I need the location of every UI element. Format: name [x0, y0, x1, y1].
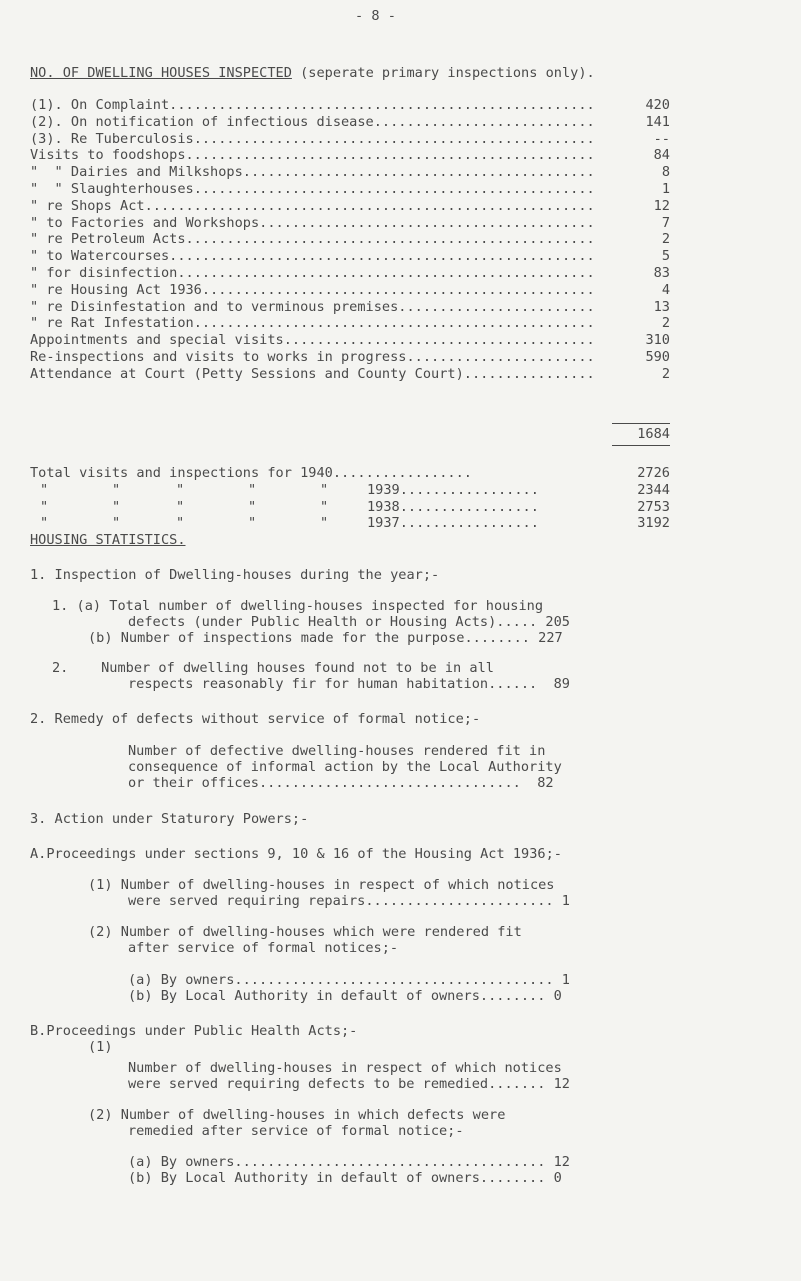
b-heading: B.Proceedings under Public Health Acts;-	[30, 1023, 358, 1039]
inspected-row-label: " " Dairies and Milkshops	[30, 164, 243, 180]
s1a-line1: 1. (a) Total number of dwelling-houses inspected for housing	[52, 598, 544, 614]
inspected-row-label: " to Watercourses	[30, 248, 170, 264]
ditto-mark: "	[176, 515, 185, 531]
b2b-value: 0	[553, 1170, 562, 1186]
inspected-row	[30, 97, 670, 113]
inspected-row	[30, 315, 670, 331]
inspected-row	[30, 215, 670, 231]
inspected-row-label: " re Housing Act 1936	[30, 282, 202, 298]
s2-line2: consequence of informal action by the Local Authority	[128, 759, 562, 775]
inspected-heading-title: NO. OF DWELLING HOUSES INSPECTED	[30, 65, 292, 81]
inspected-row-value: 8	[661, 164, 670, 180]
inspected-row-label: (3). Re Tuberculosis	[30, 131, 194, 147]
ditto-mark: "	[112, 499, 121, 515]
ditto-mark: "	[112, 515, 121, 531]
ditto-mark: "	[320, 515, 329, 531]
inspected-heading	[30, 65, 595, 81]
inspected-row-label: " " Slaughterhouses	[30, 181, 194, 197]
s2-value: 82	[537, 775, 554, 791]
leader-dots: .................	[399, 515, 539, 531]
totals-row	[30, 499, 670, 515]
leader-dots: .................................................	[193, 131, 595, 147]
inspected-row-value: 7	[661, 215, 670, 231]
totals-year: 1938	[367, 499, 400, 515]
total-rule-top	[612, 423, 670, 424]
b2b-line: (b) By Local Authority in default of owners........ 0	[128, 1170, 562, 1186]
leader-dots: ..................................................	[185, 147, 595, 163]
b2-line1: (2) Number of dwelling-houses in which defects were	[88, 1107, 506, 1123]
s2-heading: 2. Remedy of defects without service of formal notice;-	[30, 711, 481, 727]
ditto-mark: "	[248, 499, 257, 515]
ditto-mark: "	[40, 482, 49, 498]
leader-dots: ........................	[398, 299, 595, 315]
inspected-row	[30, 198, 670, 214]
ditto-mark: "	[320, 499, 329, 515]
leader-dots: ...................................................	[177, 265, 595, 281]
inspected-row-label: " to Factories and Workshops	[30, 215, 260, 231]
s1-2-line1: 2. Number of dwelling houses found not to be in all	[52, 660, 494, 676]
inspected-row-label: (1). On Complaint	[30, 97, 170, 113]
totals-row	[30, 465, 670, 481]
totals-value: 3192	[637, 515, 670, 531]
ditto-mark: "	[320, 482, 329, 498]
s1b-value: 227	[538, 630, 563, 646]
inspected-row-label: (2). On notification of infectious disease	[30, 114, 374, 130]
inspected-row	[30, 164, 670, 180]
inspected-heading-note: (seperate primary inspections only).	[291, 65, 595, 81]
inspected-row-value: --	[653, 131, 670, 147]
inspected-row-label: Attendance at Court (Petty Sessions and County Court)	[30, 366, 464, 382]
total-rule-bottom	[612, 445, 670, 446]
a2-line2: after service of formal notices;-	[128, 940, 399, 956]
inspected-row-value: 2	[661, 315, 670, 331]
inspected-row-value: 12	[653, 198, 670, 214]
inspected-row-label: " for disinfection	[30, 265, 178, 281]
leader-dots: ..................................................	[185, 231, 595, 247]
b1-num: (1)	[88, 1039, 113, 1055]
a2a-line: (a) By owners....................................... 1	[128, 972, 570, 988]
inspected-row-value: 1	[661, 181, 670, 197]
s1-2-line2: respects reasonably fir for human habitation...... 89	[128, 676, 570, 692]
totals-value: 2344	[637, 482, 670, 498]
inspected-row-value: 141	[645, 114, 670, 130]
ditto-mark: "	[248, 515, 257, 531]
ditto-mark: "	[40, 515, 49, 531]
ditto-mark: "	[40, 499, 49, 515]
housing-heading: HOUSING STATISTICS.	[30, 532, 186, 548]
inspected-row	[30, 114, 670, 130]
inspected-row	[30, 366, 670, 382]
b1-value: 12	[553, 1076, 570, 1092]
ditto-mark: "	[112, 482, 121, 498]
inspected-row-value: 5	[661, 248, 670, 264]
inspected-row	[30, 231, 670, 247]
leader-dots: ....................................................	[169, 97, 595, 113]
s3-heading: 3. Action under Staturory Powers;-	[30, 811, 309, 827]
s2-line3: or their offices................................ 82	[128, 775, 554, 791]
s1a-value: 205	[545, 614, 570, 630]
a1-line1: (1) Number of dwelling-houses in respect of which notices	[88, 877, 555, 893]
inspected-row	[30, 299, 670, 315]
ditto-mark: "	[248, 482, 257, 498]
inspected-row	[30, 147, 670, 163]
a2a-value: 1	[561, 972, 570, 988]
inspected-row-value: 83	[653, 265, 670, 281]
inspected-row	[30, 349, 670, 365]
inspected-row	[30, 181, 670, 197]
inspected-row	[30, 282, 670, 298]
leader-dots: ................................................	[201, 282, 595, 298]
inspected-row	[30, 332, 670, 348]
leader-dots: .................	[332, 465, 472, 481]
totals-row	[30, 482, 670, 498]
totals-row	[30, 515, 670, 531]
s1-2-value: 89	[553, 676, 570, 692]
page-number: - 8 -	[355, 8, 396, 24]
ditto-mark: "	[176, 499, 185, 515]
a2b-value: 0	[553, 988, 562, 1004]
totals-row-label: Total visits and inspections for	[30, 465, 292, 481]
leader-dots: ....................................................	[169, 248, 595, 264]
leader-dots: .................................................	[193, 315, 595, 331]
inspected-row-value: 2	[661, 231, 670, 247]
totals-year: 1939	[367, 482, 400, 498]
inspected-row-label: " re Shops Act	[30, 198, 145, 214]
leader-dots: .................................................	[193, 181, 595, 197]
s1-heading: 1. Inspection of Dwelling-houses during the year;-	[30, 567, 440, 583]
inspected-row-value: 420	[645, 97, 670, 113]
a1-line2: were served requiring repairs....................... 1	[128, 893, 570, 909]
b2-line2: remedied after service of formal notice;-	[128, 1123, 464, 1139]
inspected-row-value: 590	[645, 349, 670, 365]
a-heading: A.Proceedings under sections 9, 10 & 16 of the Housing Act 1936;-	[30, 846, 562, 862]
b1-line1: Number of dwelling-houses in respect of which notices	[128, 1060, 562, 1076]
totals-value: 2726	[637, 465, 670, 481]
totals-year: 1940	[300, 465, 333, 481]
inspected-row-value: 13	[653, 299, 670, 315]
inspected-row-label: Appointments and special visits	[30, 332, 284, 348]
inspected-row-value: 2	[661, 366, 670, 382]
inspected-row-label: Visits to foodshops	[30, 147, 186, 163]
a2b-line: (b) By Local Authority in default of owners........ 0	[128, 988, 562, 1004]
a1-value: 1	[561, 893, 570, 909]
ditto-mark: "	[176, 482, 185, 498]
a2-line1: (2) Number of dwelling-houses which were rendered fit	[88, 924, 522, 940]
inspected-row-value: 310	[645, 332, 670, 348]
leader-dots: .......................................................	[144, 198, 595, 214]
inspected-total	[612, 426, 670, 442]
b2a-line: (a) By owners...................................... 12	[128, 1154, 570, 1170]
inspected-row-label: " re Rat Infestation	[30, 315, 194, 331]
leader-dots: ................	[463, 366, 595, 382]
leader-dots: .................	[399, 499, 539, 515]
inspected-total-value: 1684	[637, 426, 670, 442]
leader-dots: .........................................	[259, 215, 595, 231]
inspected-row	[30, 265, 670, 281]
inspected-row-value: 4	[661, 282, 670, 298]
inspected-row-label: " re Disinfestation and to verminous premises	[30, 299, 399, 315]
s2-line1: Number of defective dwelling-houses rendered fit in	[128, 743, 546, 759]
s1a-line2: defects (under Public Health or Housing Acts)..... 205	[128, 614, 570, 630]
leader-dots: ...........................	[373, 114, 595, 130]
inspected-row	[30, 131, 670, 147]
totals-year: 1937	[367, 515, 400, 531]
leader-dots: .......................	[406, 349, 595, 365]
inspected-row-value: 84	[653, 147, 670, 163]
b1-line2: were served requiring defects to be remedied....... 12	[128, 1076, 570, 1092]
b2a-value: 12	[553, 1154, 570, 1170]
s1b-line: (b) Number of inspections made for the purpose........ 227	[88, 630, 563, 646]
inspected-row-label: " re Petroleum Acts	[30, 231, 186, 247]
inspected-row-label: Re-inspections and visits to works in progress	[30, 349, 407, 365]
leader-dots: ...........................................	[242, 164, 595, 180]
inspected-row	[30, 248, 670, 264]
leader-dots: .................	[399, 482, 539, 498]
totals-value: 2753	[637, 499, 670, 515]
leader-dots: ......................................	[283, 332, 595, 348]
